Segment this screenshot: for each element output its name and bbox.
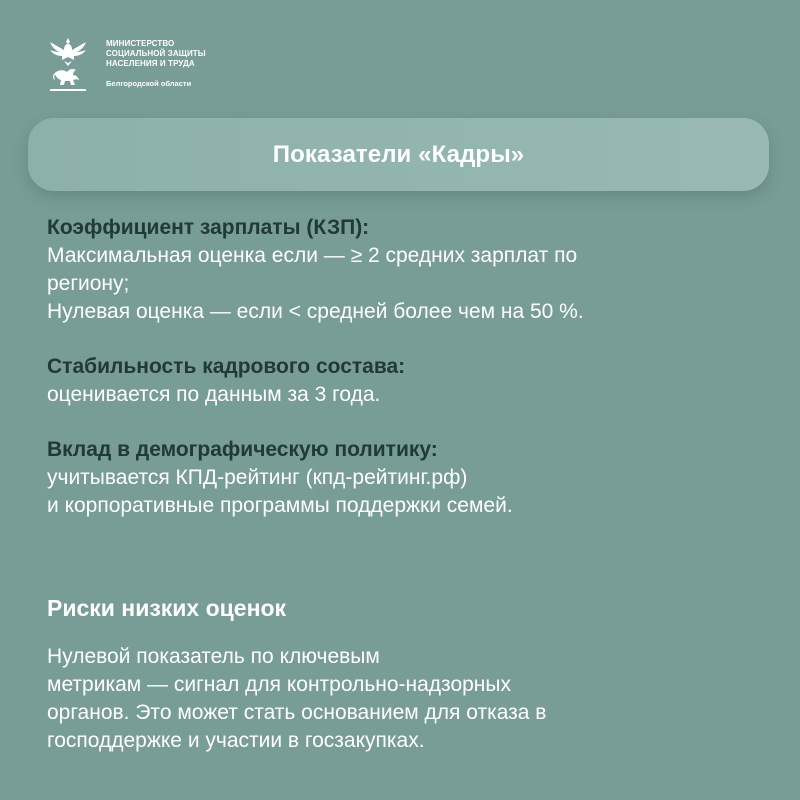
section-staff-stability xyxy=(47,353,767,409)
section-demographic-policy xyxy=(47,436,767,520)
risks-line: органов. Это может стать основанием для отказа в xyxy=(47,701,547,724)
section-line: оценивается по данным за 3 года. xyxy=(47,383,381,406)
indicators-content xyxy=(47,214,767,547)
risks-text xyxy=(47,643,767,755)
section-line: Максимальная оценка если — ≥ 2 средних зарплат по xyxy=(47,244,578,267)
risks-line: метрикам — сигнал для контрольно-надзорных xyxy=(47,673,511,696)
ministry-emblem-icon xyxy=(44,34,92,94)
ministry-name-line: НАСЕЛЕНИЯ И ТРУДА xyxy=(106,59,195,68)
ministry-name xyxy=(106,39,206,69)
risks-line: Нулевой показатель по ключевым xyxy=(47,645,380,668)
title-banner xyxy=(28,118,769,191)
section-salary-coefficient xyxy=(47,214,767,326)
section-line: региону; xyxy=(47,272,130,295)
page-title: Показатели «Кадры» xyxy=(272,140,525,168)
section-line: учитывается КПД-рейтинг (кпд-рейтинг.рф) xyxy=(47,466,468,489)
ministry-name-line: МИНИСТЕРСТВО xyxy=(106,39,175,48)
section-line: Нулевая оценка — если < средней более чем на 50 %. xyxy=(47,300,584,323)
ministry-name-line: СОЦИАЛЬНОЙ ЗАЩИТЫ xyxy=(106,49,206,58)
section-heading: Вклад в демографическую политику: xyxy=(47,438,438,461)
risks-line: господдержке и участии в госзакупках. xyxy=(47,729,425,752)
section-line: и корпоративные программы поддержки семей. xyxy=(47,494,513,517)
ministry-region: Белгородской области xyxy=(106,79,192,88)
ministry-header xyxy=(44,30,304,100)
section-heading: Стабильность кадрового состава: xyxy=(47,355,406,378)
risks-heading: Риски низких оценок xyxy=(47,595,287,621)
section-heading: Коэффициент зарплаты (КЗП): xyxy=(47,216,370,239)
